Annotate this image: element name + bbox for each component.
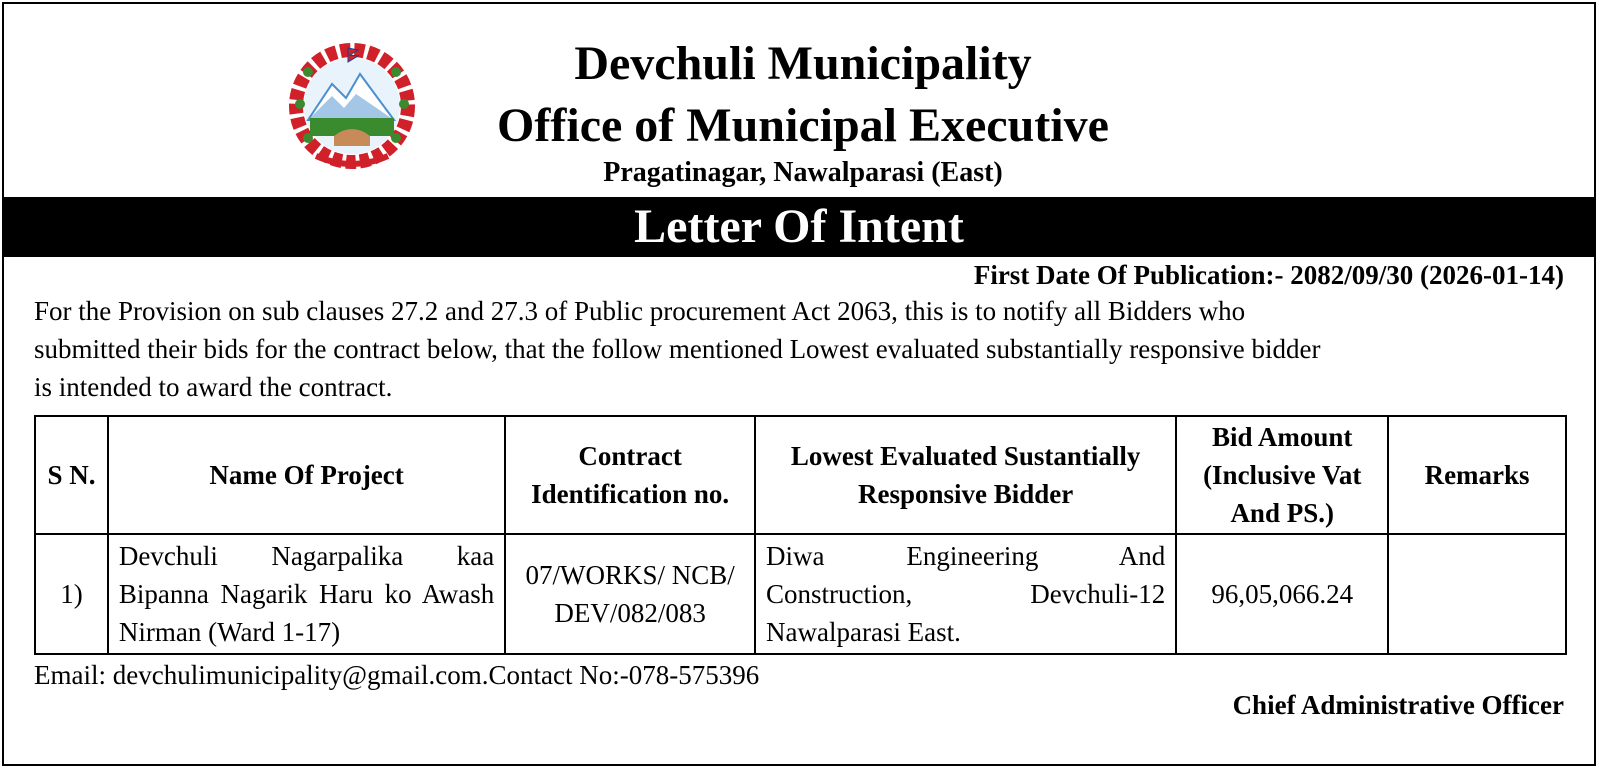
publication-date: First Date Of Publication:- 2082/09/30 (2026-01-14) xyxy=(973,260,1564,290)
table-row xyxy=(35,534,1566,654)
cell-amount: 96,05,066.24 xyxy=(1176,534,1388,654)
cell-remarks xyxy=(1388,534,1566,654)
municipality-title: Devchuli Municipality xyxy=(574,37,1032,90)
contact-line: Email: devchulimunicipality@gmail.com.Contact No:-078-575396 xyxy=(34,660,760,690)
intro-paragraph xyxy=(34,292,1566,406)
header-bidder: Lowest Evaluated Sustantially Responsive Bidder xyxy=(755,416,1176,534)
office-address: Pragatinagar, Nawalparasi (East) xyxy=(603,157,1003,188)
cell-bidder: Diwa Engineering And Construction, Devchuli-12 Nawalparasi East. xyxy=(755,534,1176,654)
cell-sn: 1) xyxy=(35,534,108,654)
header-project: Name Of Project xyxy=(108,416,505,534)
header-amount: Bid Amount (Inclusive Vat And PS.) xyxy=(1176,416,1388,534)
header-contract: Contract Identification no. xyxy=(505,416,755,534)
header-remarks: Remarks xyxy=(1388,416,1566,534)
intro-line-2: submitted their bids for the contract below, that the follow mentioned Lowest evaluated substantially responsive bidder xyxy=(34,334,1321,364)
office-title: Office of Municipal Executive xyxy=(497,99,1109,152)
table-header-row xyxy=(35,416,1566,534)
cell-contract: 07/WORKS/ NCB/ DEV/082/083 xyxy=(505,534,755,654)
signoff-title: Chief Administrative Officer xyxy=(1232,690,1564,720)
intro-line-3: is intended to award the contract. xyxy=(34,372,393,402)
letter-of-intent-banner: Letter Of Intent xyxy=(2,197,1596,257)
cell-project: Devchuli Nagarpalika kaa Bipanna Nagarik Haru ko Awash Nirman (Ward 1-17) xyxy=(108,534,505,654)
award-table xyxy=(34,415,1567,655)
header-sn: S N. xyxy=(35,416,108,534)
intro-line-1: For the Provision on sub clauses 27.2 and 27.3 of Public procurement Act 2063, this is to notify all Bidders who xyxy=(34,296,1246,326)
